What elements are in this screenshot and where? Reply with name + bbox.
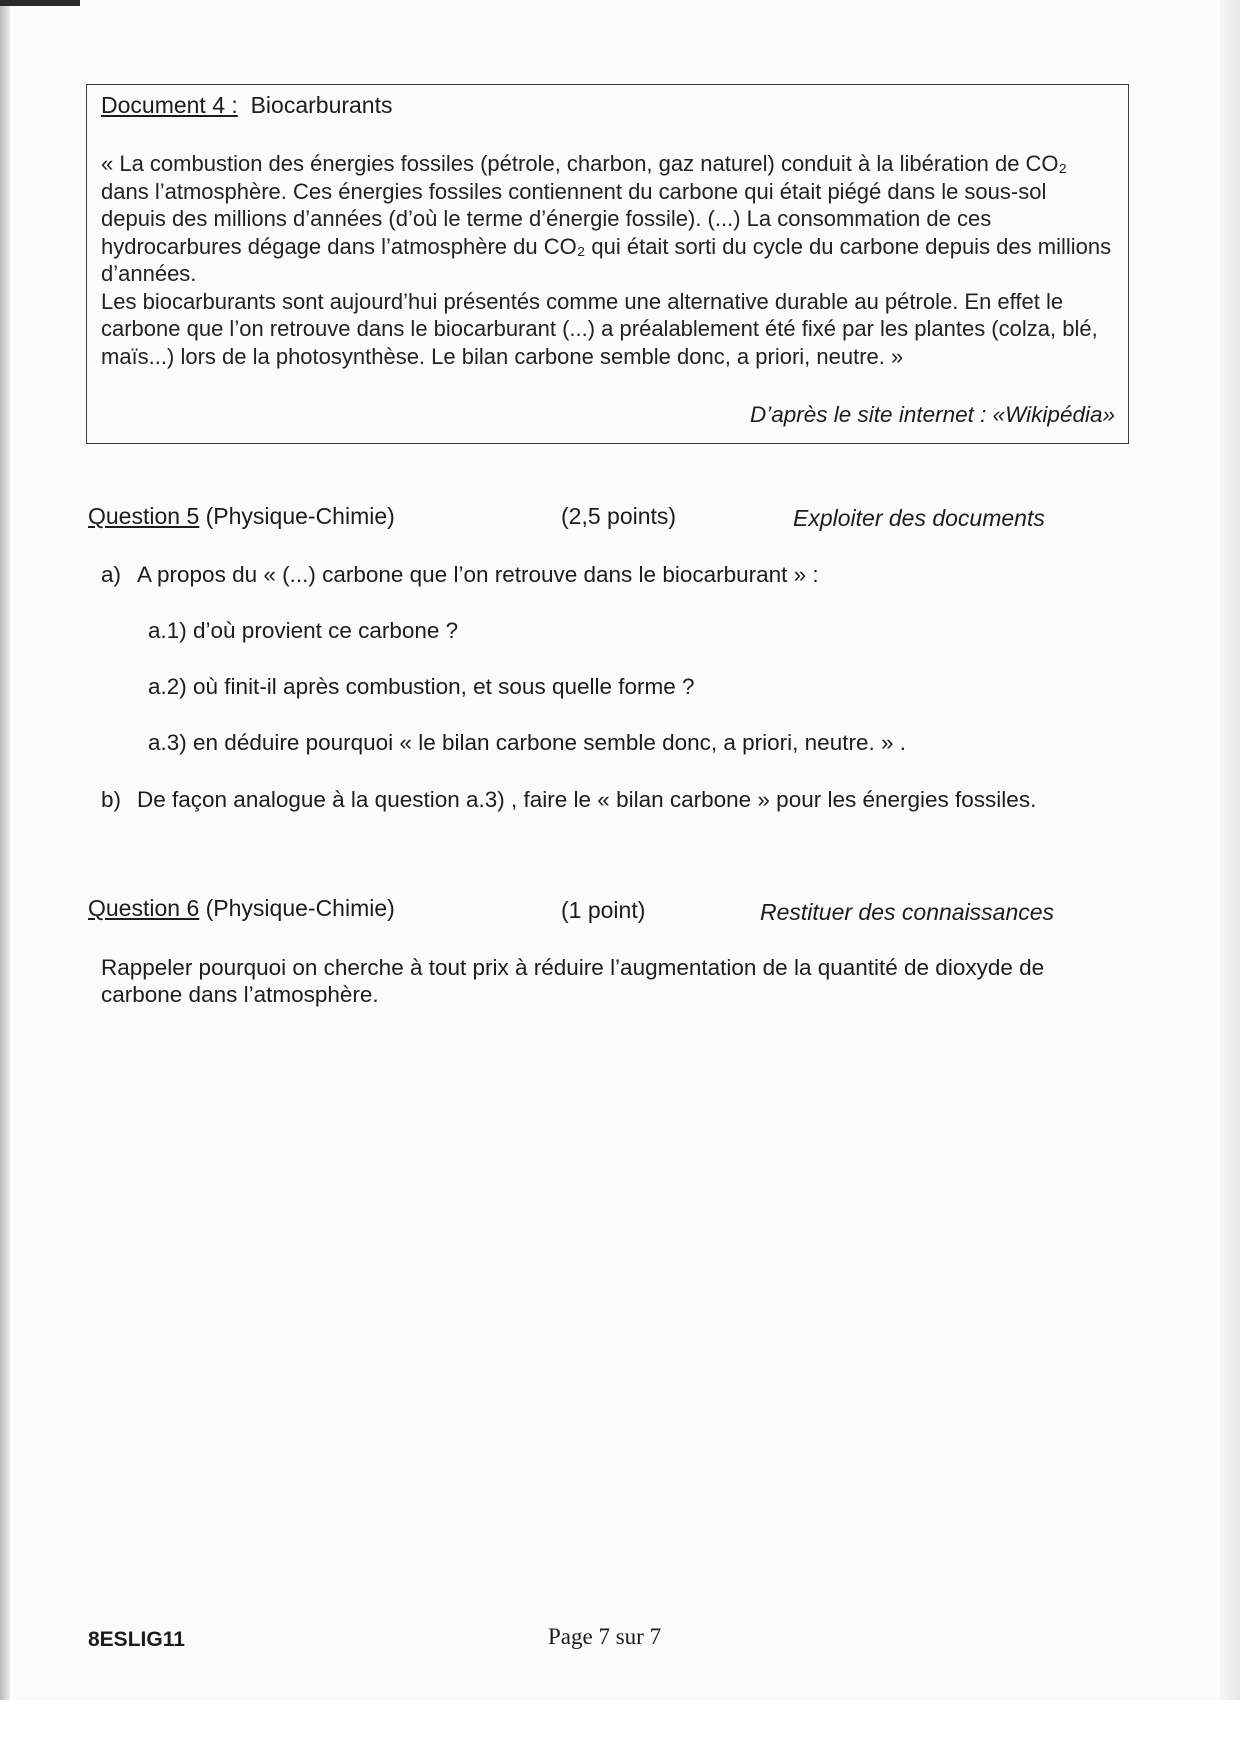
scan-edge-top	[0, 0, 80, 6]
document-title: Biocarburants	[250, 92, 393, 118]
document-heading	[101, 92, 393, 119]
question-5-a3: a.3) en déduire pourquoi « le bilan carbone semble donc, a priori, neutre. » .	[148, 730, 906, 755]
document-paragraph-1: « La combustion des énergies fossiles (pétrole, charbon, gaz naturel) conduit à la libération de CO₂ dans l’atmosphère. Ces énergies fossiles contiennent du carbone qui était piégé dans le sous-sol depuis des millions d’années (d’où le terme d’énergie fossile). (...) La consommation de ces hydrocarbures dégage dans l’atmosphère du CO₂ qui était sorti du cycle du carbone depuis des millions d’années.	[101, 151, 1112, 286]
question-5-subject: (Physique-Chimie)	[205, 503, 395, 529]
question-6-skill: Restituer des connaissances	[760, 899, 1055, 925]
question-5-a-marker: a)	[101, 562, 122, 587]
question-6-heading	[88, 895, 395, 922]
document-number: Document 4 :	[101, 92, 238, 118]
scan-edge-right	[1220, 0, 1240, 1700]
document-paragraph-2: Les biocarburants sont aujourd’hui présentés comme une alternative durable au pétrole. En effet le carbone que l’on retrouve dans le biocarburant (...) a préalablement été fixé par les plantes (colza, blé, maïs...) lors de la photosynthèse. Le bilan carbone semble donc, a priori, neutre. »	[101, 288, 1098, 369]
question-5-skill: Exploiter des documents	[793, 505, 1045, 531]
question-6-text: Rappeler pourquoi on cherche à tout prix à réduire l’augmentation de la quantité de dioxyde de carbone dans l’atmosphère.	[101, 955, 1045, 1007]
footer-page-number: Page 7 sur 7	[548, 1624, 662, 1649]
question-5-b-text: De façon analogue à la question a.3) , faire le « bilan carbone » pour les énergies fossiles.	[137, 787, 1037, 812]
question-6-points: (1 point)	[561, 897, 646, 923]
question-5-heading	[88, 503, 395, 530]
document-quote	[101, 150, 1116, 370]
scan-edge-left	[0, 0, 10, 1754]
footer-code: 8ESLIG11	[88, 1628, 185, 1651]
question-6-subject: (Physique-Chimie)	[205, 895, 395, 921]
question-5-points: (2,5 points)	[561, 503, 677, 529]
question-5-b-marker: b)	[101, 787, 122, 812]
question-5-label: Question 5	[88, 503, 200, 529]
question-5-a1: a.1) d’où provient ce carbone ?	[148, 618, 459, 643]
question-6-label: Question 6	[88, 895, 200, 921]
question-5-a2: a.2) où finit-il après combustion, et sous quelle forme ?	[148, 674, 695, 699]
document-source: D’après le site internet : «Wikipédia»	[750, 402, 1115, 427]
scan-edge-bottom	[0, 1700, 1240, 1754]
question-5-a-text: A propos du « (...) carbone que l’on retrouve dans le biocarburant » :	[137, 562, 819, 587]
